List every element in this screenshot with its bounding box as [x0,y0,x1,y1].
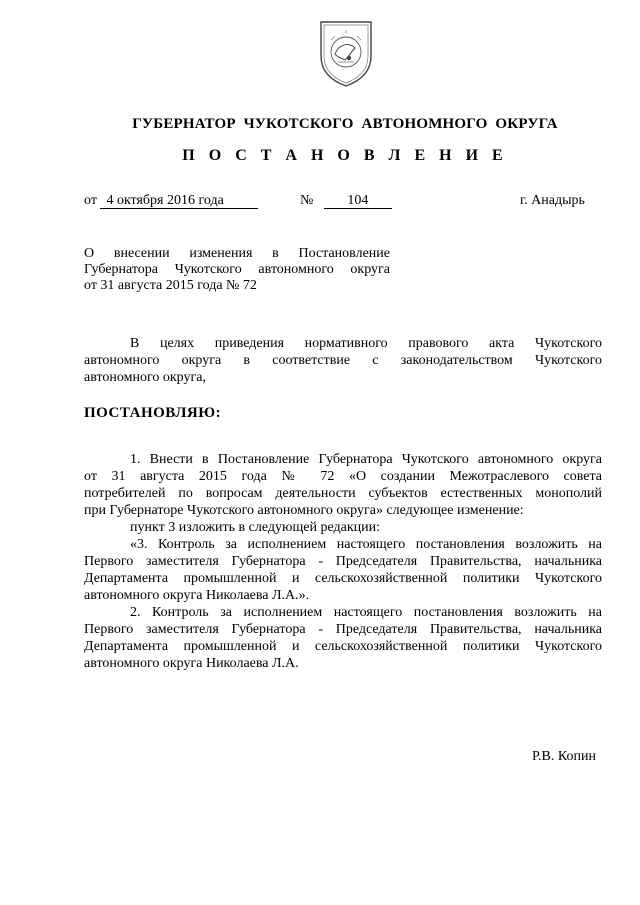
document-type-title: П О С Т А Н О В Л Е Н И Е [182,147,508,164]
number-sign: № [300,193,314,208]
body-line: потребителей по вопросам деятельности субъектов естественных монополий [84,486,602,501]
document-number-line [300,193,392,209]
decree-heading: ПОСТАНОВЛЯЮ: [84,405,222,421]
body-line: Первого заместителя Губернатора - Председателя Правительства, начальника [84,622,602,637]
preamble-paragraph [84,335,602,386]
body-line: 1. Внести в Постановление Губернатора Чукотского автономного округа [130,452,602,467]
body-line: при Губернаторе Чукотского автономного округа» следующее изменение: [84,503,524,518]
subject-line: О внесении изменения в Постановление [84,246,390,261]
body-line: Департамента промышленной и сельскохозяйственной политики Чукотского [84,639,602,654]
body-line: автономного округа Николаева Л.А.». [84,588,310,603]
body-line: автономного округа Николаева Л.А. [84,656,299,671]
preamble-line: В целях приведения нормативного правового акта Чукотского [130,336,602,351]
body-line: от 31 августа 2015 года № 72 «О создании Межотраслевого совета [84,469,602,484]
body-line: Департамента промышленной и сельскохозяйственной политики Чукотского [84,571,602,586]
date-from-label: от [84,193,97,208]
body-line: 2. Контроль за исполнением настоящего постановления возложить на [130,605,602,620]
body-line: пункт 3 изложить в следующей редакции: [130,520,380,535]
document-date: 4 октября 2016 года [100,194,258,209]
body-line: Первого заместителя Губернатора - Председателя Правительства, начальника [84,554,602,569]
coat-of-arms-icon [315,18,377,88]
subject-line: Губернатора Чукотского автономного округа [84,262,390,277]
preamble-line: автономного округа в соответствие с законодательством Чукотского [84,353,602,368]
body-line: «3. Контроль за исполнением настоящего постановления возложить на [130,537,602,552]
decree-body [84,451,602,672]
document-subject [84,246,390,294]
subject-line: от 31 августа 2015 года № 72 [84,278,257,293]
preamble-line: автономного округа, [84,370,206,385]
document-city: г. Анадырь [520,193,585,208]
document-number: 104 [324,194,392,209]
document-date-line [84,193,258,209]
signatory-name: Р.В. Копин [532,749,596,764]
organization-title: ГУБЕРНАТОР ЧУКОТСКОГО АВТОНОМНОГО ОКРУГА [132,116,558,132]
